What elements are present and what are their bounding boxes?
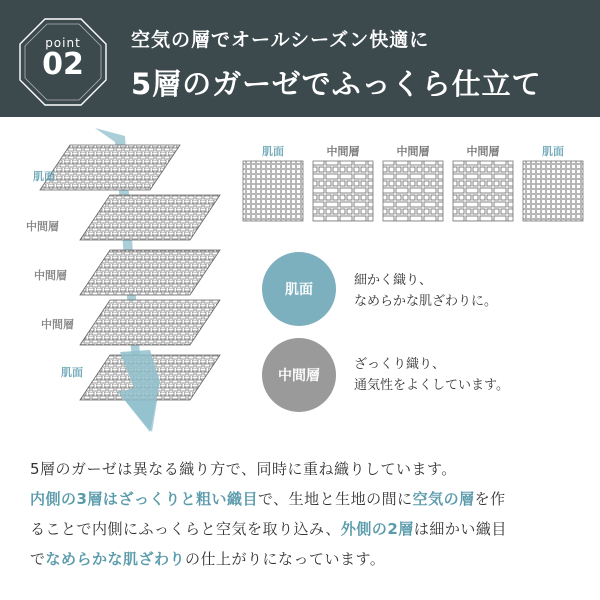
mid-desc-line: ざっくり織り、 xyxy=(354,357,446,372)
swatch-mid xyxy=(378,143,448,223)
paragraph-line xyxy=(30,484,590,514)
fabric-layer xyxy=(80,300,220,345)
paragraph-line xyxy=(30,544,590,574)
stack-label: 肌面 xyxy=(33,170,55,183)
swatch-label: 中間層 xyxy=(466,145,500,158)
mid-desc-line: 通気性をよくしています。 xyxy=(354,378,509,393)
skin-desc-line: 細かく織り、 xyxy=(354,273,433,288)
fabric-layer xyxy=(40,145,180,190)
middle-layer-description xyxy=(354,354,509,396)
swatch-label: 中間層 xyxy=(326,145,360,158)
swatch-mid xyxy=(308,143,378,223)
layer-stack-illustration xyxy=(0,120,240,440)
fabric-layer xyxy=(80,250,220,295)
middle-layer-circle: 中間層 xyxy=(262,338,336,412)
highlight-text: なめらかな肌ざわり xyxy=(45,550,186,568)
swatch-label: 中間層 xyxy=(396,145,430,158)
header-title: 5層のガーゼでふっくら仕立て xyxy=(131,67,542,101)
swatch-skin xyxy=(518,143,588,223)
highlight-text: 外側の2層 xyxy=(340,520,414,538)
skin-layer-circle: 肌面 xyxy=(262,252,336,326)
description-paragraph xyxy=(30,454,590,574)
swatch-skin xyxy=(238,143,308,223)
header-subtitle: 空気の層でオールシーズン快適に xyxy=(131,29,430,51)
swatch-label: 肌面 xyxy=(542,145,564,158)
stack-label: 中間層 xyxy=(41,318,74,331)
paragraph-line xyxy=(30,514,590,544)
swatch-mid xyxy=(448,143,518,223)
coarse-weave-icon xyxy=(311,159,375,223)
stack-label: 中間層 xyxy=(26,220,59,233)
highlight-text: 空気の層 xyxy=(412,490,475,508)
plain-text: で xyxy=(30,550,46,568)
skin-layer-description xyxy=(354,270,497,312)
fabric-layer xyxy=(80,195,220,240)
swatch-label: 肌面 xyxy=(262,145,284,158)
coarse-weave-icon xyxy=(381,159,445,223)
plain-text: を作 xyxy=(474,490,506,508)
fine-weave-icon xyxy=(521,159,585,223)
skin-desc-line: なめらかな肌ざわりに。 xyxy=(354,294,498,309)
stack-label: 中間層 xyxy=(34,269,67,282)
swatch-row xyxy=(238,143,588,233)
badge-number: 02 xyxy=(42,47,84,82)
plain-text: で、生地と生地の間に xyxy=(257,490,413,508)
plain-text: ることで内側にふっくらと空気を取り込み、 xyxy=(30,520,341,538)
badge-label: point xyxy=(45,36,81,50)
highlight-text: 内側の3層はざっくりと粗い織目 xyxy=(30,490,258,508)
coarse-weave-icon xyxy=(451,159,515,223)
fine-weave-icon xyxy=(241,159,305,223)
stack-label: 肌面 xyxy=(61,366,83,379)
header-banner xyxy=(0,0,600,117)
plain-text: は細かい織目 xyxy=(413,520,507,538)
paragraph-line: 5層のガーゼは異なる織り方で、同時に重ね織りしています。 xyxy=(30,460,457,478)
plain-text: の仕上がりになっています。 xyxy=(185,550,386,568)
